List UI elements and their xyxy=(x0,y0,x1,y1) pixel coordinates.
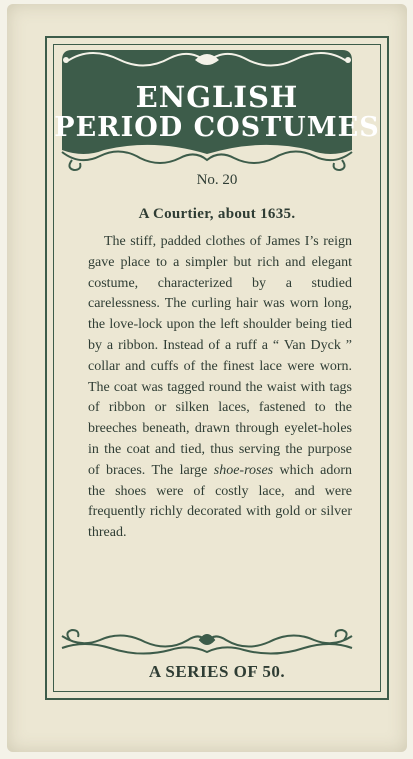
card-description xyxy=(88,232,352,544)
card-subtitle: A Courtier, about 1635. xyxy=(138,206,296,222)
description-text-part2: which adorn the shoes were of costly lace, and were frequently richly decorated with gold or silver thread. xyxy=(88,462,353,541)
series-footer: A SERIES OF 50. xyxy=(148,662,286,681)
header-scroll xyxy=(62,151,352,170)
description-paragraph xyxy=(88,232,352,544)
description-emphasis: shoe-roses xyxy=(213,462,274,478)
card-title-line2: PERIOD COSTUMES xyxy=(54,112,380,143)
bottom-scroll xyxy=(62,630,352,654)
card-number: No. 20 xyxy=(196,172,238,188)
card-title-line1: ENGLISH xyxy=(135,80,299,114)
description-text-part1: The stiff, padded clothes of James I’s reign gave place to a simpler but rich and elegant costume, characterized by a studied carelessness. The curling hair was worn long, the love-lock upon the left shoulder being tied by a ribbon. Instead of a ruff a “ Van Dyck ” collar and cuffs of the finest lace were worn. The coat was tagged round the waist with tags of ribbon or silken laces, fastened to the breeches beneath, drawn through eyelet-holes in the coat and tied, thus serving the purpose of braces. The large xyxy=(88,234,352,478)
